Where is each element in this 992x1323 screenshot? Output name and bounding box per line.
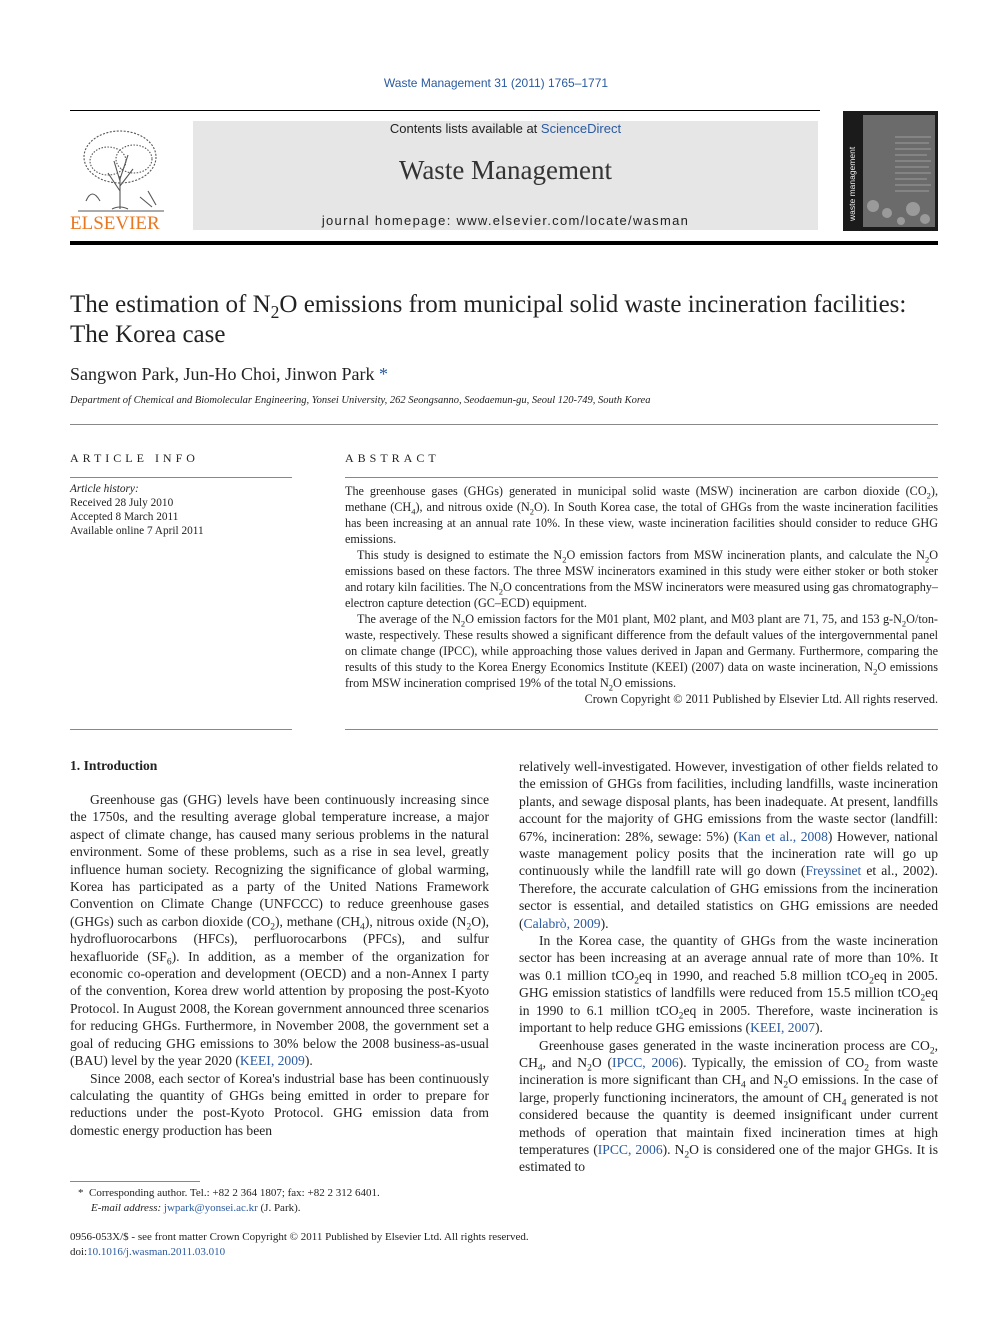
elsevier-logo	[70, 121, 172, 233]
corresponding-author-mark[interactable]: *	[379, 364, 388, 384]
abstract-rule-top	[345, 477, 938, 478]
article-history: Article history: Received 28 July 2010 Accepted 8 March 2011 Available online 7 April 2011	[70, 483, 204, 537]
article-info-heading: ARTICLE INFO	[70, 451, 199, 465]
citation-link[interactable]: Freyssinet	[805, 863, 862, 879]
svg-text:ELSEVIER: ELSEVIER	[70, 213, 160, 233]
corresponding-author-footnote: * Corresponding author. Tel.: +82 2 364 1807; fax: +82 2 312 6401.	[78, 1187, 380, 1199]
journal-name: Waste Management	[399, 155, 612, 185]
journal-citation[interactable]: Waste Management 31 (2011) 1765–1771	[383, 76, 609, 90]
contents-prefix: Contents lists available at	[389, 121, 541, 136]
email-footnote: E-mail address: jwpark@yonsei.ac.kr (J. Park).	[91, 1202, 301, 1214]
doi-line: doi:10.1016/j.wasman.2011.03.010	[70, 1246, 226, 1258]
citation-link[interactable]: IPCC,	[597, 1141, 632, 1157]
footnote	[78, 1186, 498, 1216]
citation-link[interactable]: 2006	[635, 1141, 663, 1157]
citation-link[interactable]: IPCC, 2006	[612, 1054, 679, 1070]
right-column	[519, 758, 938, 1176]
citation-link[interactable]: KEEI, 2009	[239, 1053, 305, 1069]
abstract-rule-bottom	[345, 729, 938, 730]
citation-link[interactable]: KEEI, 2007	[750, 1020, 815, 1036]
author-affiliation: Department of Chemical and Biomolecular Engineering, Yonsei University, 262 Seongsanno, Seodaemun-gu, Seoul 120-749, South Korea	[70, 395, 651, 406]
tree-icon	[78, 131, 164, 211]
abstract-paragraph: The greenhouse gases (GHGs) generated in municipal solid waste (MSW) incineration are carbon dioxide $(CO_2)$, methane $(CH_4)$, and nitrous oxide $(N_2O)$. In South Korea case, the total of GHGs from the waste incineration facilities has been increasing at an annual rate 10%. In these view, waste incineration facilities should consider to reduce GHG emissions.	[345, 484, 938, 546]
body-paragraph: Since 2008, each sector of Korea's industrial base has been continuously calculating the quantity of GHGs being emitted in order to prepare for reductions under the post-Kyoto Protocol. GHG emission data from domestic energy production has been	[70, 1070, 489, 1138]
svg-text:waste management: waste management	[847, 146, 857, 221]
citation-link[interactable]: Calabrò, 2009	[523, 915, 601, 931]
article-title: The estimation of $N_2O$ emissions from municipal solid waste incineration facilities: The Korea case	[70, 291, 907, 348]
article-info-rule-bottom	[70, 729, 292, 730]
abstract-heading: ABSTRACT	[345, 451, 440, 465]
front-matter-info	[70, 1230, 770, 1260]
issn-line: 0956-053X/$ - see front matter Crown Copyright © 2011 Published by Elsevier Ltd. All rights reserved.	[70, 1231, 529, 1243]
author-list: Sangwon Park, Jun-Ho Choi, Jinwon Park *	[70, 364, 388, 384]
journal-cover-image	[843, 111, 938, 231]
body-paragraph: relatively well-investigated. However, investigation of other fields related to the emission of GHGs from facilities, including landfills, waste incineration plants, and sewage disposal plants, has been inadequate. At present, landfills account for the majority of GHG emissions from the waste sector (landfill: 67%, incineration: 28%, sewage: 5%) (Kan et al., 2008) However, national waste management policy posits that the incineration rate will go up continuously while the landfill rate will go down (Freyssinet et al., 2002). Therefore, the accurate calculation of GHG emissions from the incineration sector is essential, and detailed statistics on GHG emissions are needed (Calabrò, 2009).	[519, 759, 938, 931]
contents-line	[193, 121, 818, 136]
title-divider	[70, 424, 938, 425]
article-info-rule-top	[70, 477, 292, 478]
left-column	[70, 758, 489, 1139]
journal-homepage[interactable]: journal homepage: www.elsevier.com/locate/wasman	[321, 213, 690, 228]
body-paragraph: Greenhouse gas (GHG) levels have been continuously increasing since the 1750s, and the resulting average global temperature increase, a major aspect of climate change, has caused many serious problems in the natural environment. Some of these problems, such as a rise in sea level, greatly influence human society. Recognizing the significance of global warming, Korea has participated as a party of the United Nations Framework Convention on Climate Change (UNFCCC) to reduce greenhouse gases (GHGs) such as carbon dioxide $(CO_2)$, methane $(CH_4)$, nitrous oxide $(N_2O)$, hydrofluorocarbons (HFCs), perfluorocarbons (PFCs), and sulfur hexafluoride $(SF_6)$. In addition, as a member of the organization for economic co-operation and development (OECD) and a non-Annex I party of the convention, Korea drew world attention by proposing the post-Kyoto Protocol. In August 2008, the Korean government announced three scenarios for reducing GHGs. Furthermore, in November 2008, the government set a goal of reducing GHG emissions to 30% below the 2008 business-as-usual (BAU) level by the year 2020 (KEEI, 2009).	[70, 792, 489, 1069]
abstract-paragraph: This study is designed to estimate the $N_2O$ emission factors from MSW incineration plants, and calculate the $N_2O$ emissions based on these factors. The three MSW incinerators examined in this study were either stoker or both stoker and rotary kiln facilities. The $N_2O$ concentrations from the MSW incinerators were measured using gas chromatography–electron capture detection (GC–ECD) equipment.	[345, 548, 939, 610]
sciencedirect-link[interactable]: ScienceDirect	[540, 121, 622, 136]
abstract-body	[345, 483, 938, 707]
abstract-paragraph: The average of the $N_2O$ emission factors for the M01 plant, M02 plant, and M03 plant are 71, 75, and 153 $g-N_2O/ton$-waste, respectively. These results showed a significant difference from the default values of the intergovernmental panel on climate change (IPCC), while approaching those values derived in Japan and Germany. Furthermore, comparing the results of this study to the Korea Energy Economics Institute (KEEI) (2007) data on waste incineration, $N_2O$ emissions from MSW incineration comprised 19% of the total $N_2O$ emissions.	[345, 612, 938, 693]
doi-link[interactable]: 10.1016/j.wasman.2011.03.010	[87, 1246, 226, 1258]
footnote-rule	[70, 1181, 200, 1182]
header-bottom-rule	[70, 241, 938, 245]
email-link[interactable]: jwpark@yonsei.ac.kr	[163, 1202, 258, 1214]
citation-link[interactable]: Kan et al., 2008	[738, 828, 828, 844]
header-top-rule	[70, 110, 820, 111]
body-paragraph: In the Korea case, the quantity of GHGs from the waste incineration sector has been increasing at an average annual rate of more than 10%. It was 0.1 million tCO$_2$eq in 1990, and reached 5.8 million tCO$_2$eq in 2005. GHG emission statistics of landfills were reduced from 15.5 million tCO$_2$eq in 1990 to 6.1 million tCO$_2$eq in 2005. Therefore, waste incineration is important to help reduce GHG emissions (KEEI, 2007).	[519, 933, 938, 1036]
section-heading-introduction: 1. Introduction	[70, 758, 158, 773]
footnote-mark: *	[78, 1187, 84, 1199]
body-paragraph: Greenhouse gases generated in the waste incineration process are $CO_2$, $CH_4$, and $N_2O$ (IPCC, 2006). Typically, the emission of $CO_2$ from waste incineration is more significant than $CH_4$ and $N_2O$ emissions. In the case of large, properly functioning incinerators, the amount of $CH_4$ generated is not considered because the quantity is deemed insignificant under current methods of operation that maintain fixed incineration times at high temperatures (IPCC, 2006). $N_2O$ is considered one of the major GHGs. It is estimated to	[519, 1037, 938, 1175]
abstract-copyright: Crown Copyright © 2011 Published by Elsevier Ltd. All rights reserved.	[584, 692, 938, 706]
